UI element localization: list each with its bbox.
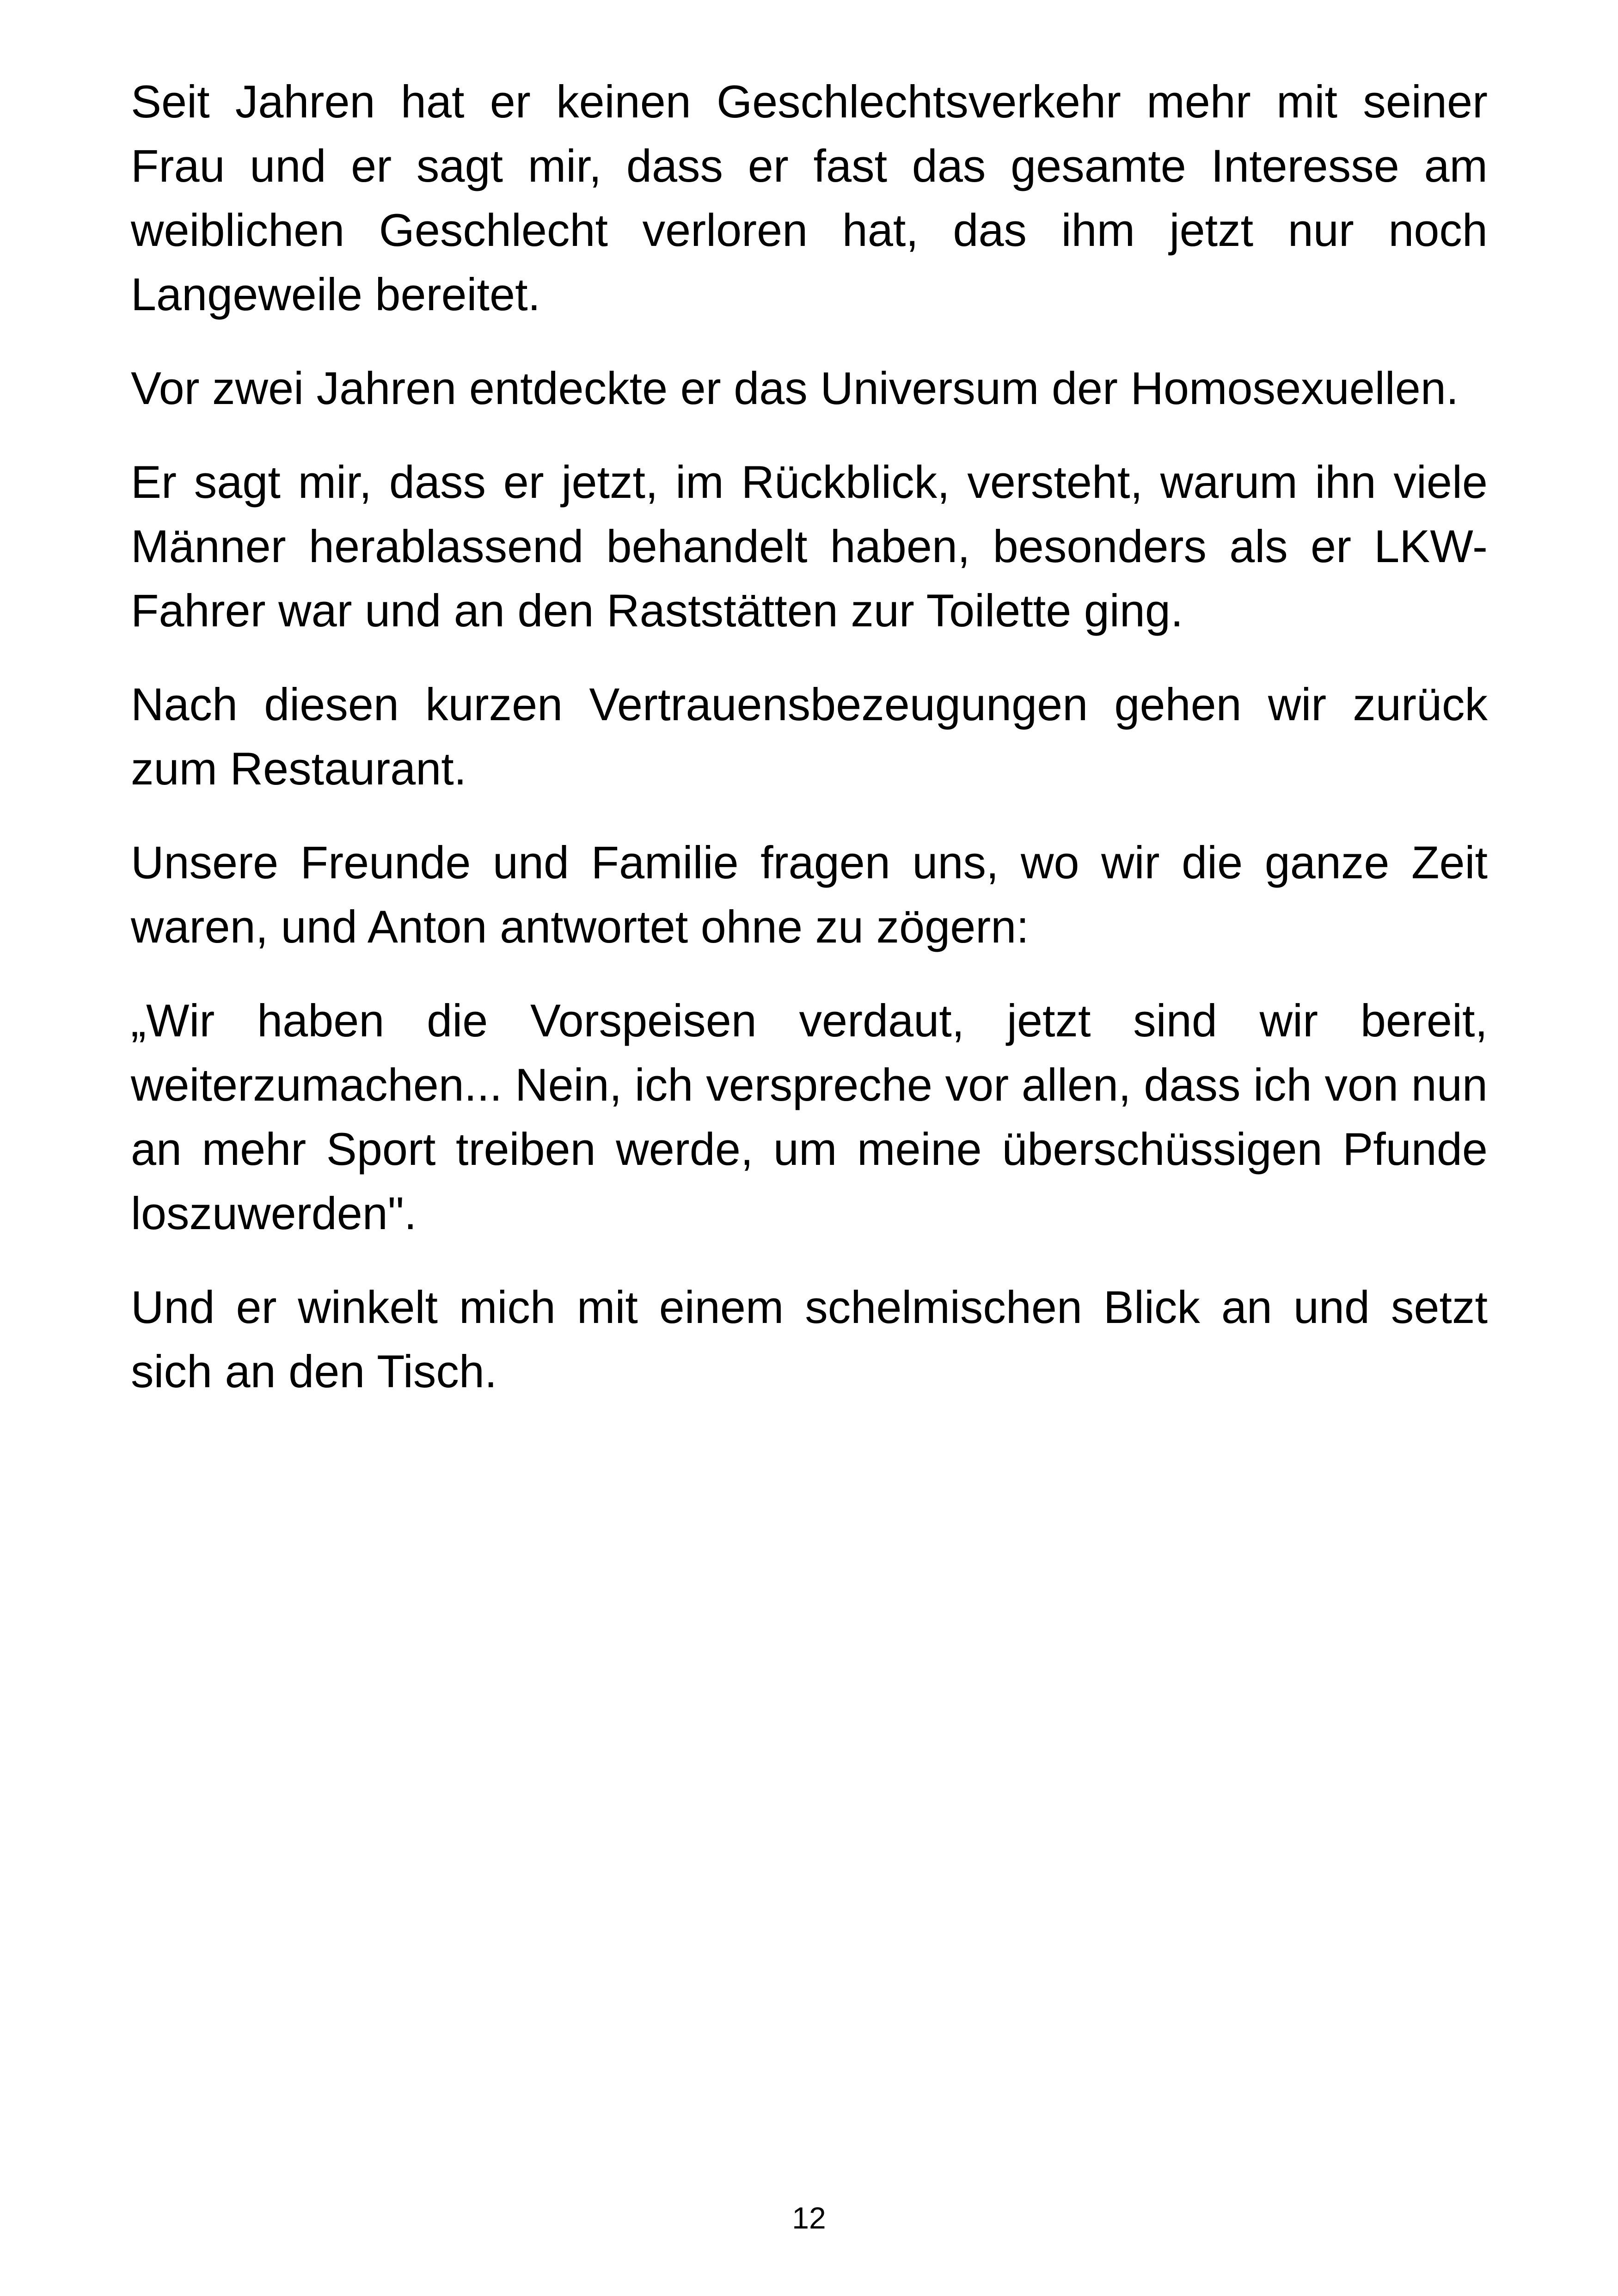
paragraph: Unsere Freunde und Familie fragen uns, wo wir die ganze Zeit waren, und Anton antwortet ohne zu zögern: (131, 837, 1488, 952)
paragraph: Vor zwei Jahren entdeckte er das Universum der Homosexuellen. (131, 362, 1459, 414)
paragraph: Nach diesen kurzen Vertrauensbezeugungen gehen wir zurück zum Restaurant. (131, 679, 1488, 794)
body-text (131, 69, 1488, 1433)
paragraph: „Wir haben die Vorspeisen verdaut, jetzt sind wir bereit, weiterzumachen... Nein, ich verspreche vor allen, dass ich von nun an mehr Sport treiben werde, um meine überschüssigen Pfunde loszuwerden". (131, 995, 1488, 1239)
paragraph: Er sagt mir, dass er jetzt, im Rückblick, versteht, warum ihn viele Männer herablassend behandelt haben, besonders als er LKW-Fahrer war und an den Raststätten zur Toilette ging. (131, 456, 1488, 636)
page-number: 12 (792, 2201, 826, 2235)
paragraph: Seit Jahren hat er keinen Geschlechtsverkehr mehr mit seiner Frau und er sagt mir, dass er fast das gesamte Interesse am weiblichen Geschlecht verloren hat, das ihm jetzt nur noch Langeweile bereitet. (131, 76, 1488, 320)
paragraph: Und er winkelt mich mit einem schelmischen Blick an und setzt sich an den Tisch. (131, 1281, 1488, 1397)
